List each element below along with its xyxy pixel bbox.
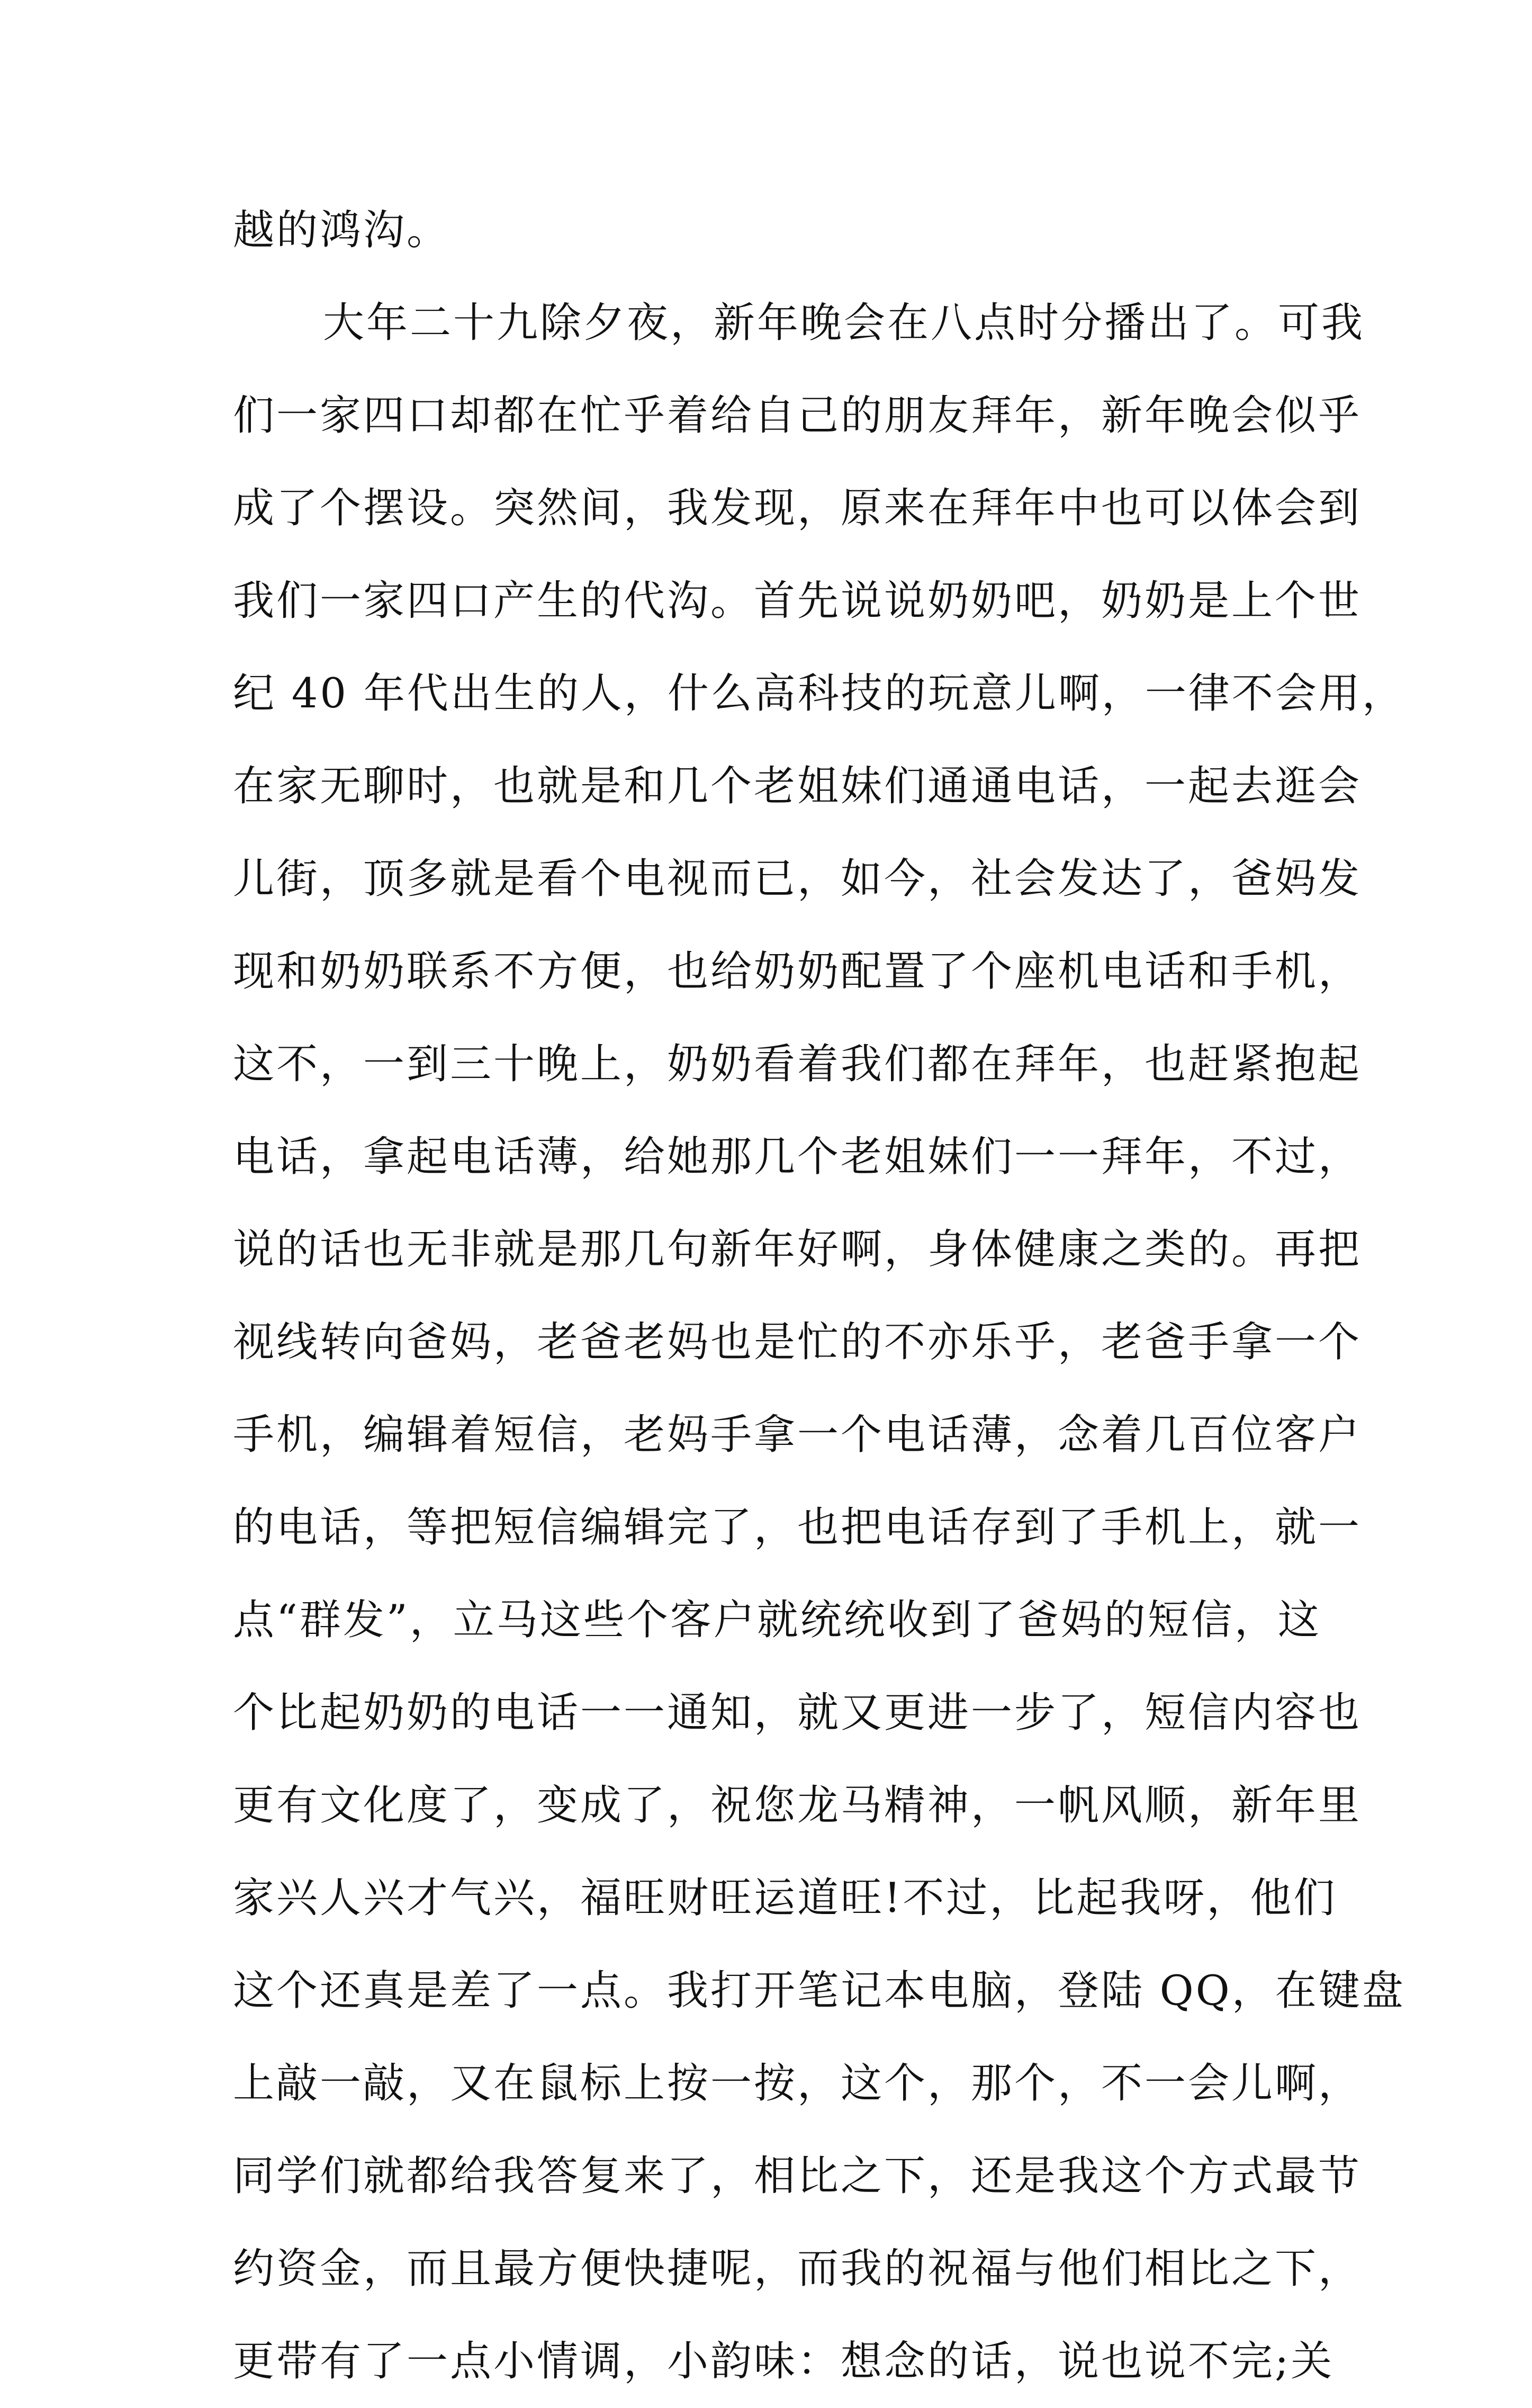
text-line: 成了个摆设。突然间，我发现，原来在拜年中也可以体会到 [233,484,1362,532]
text-line: 纪 40 年代出生的人，什么高科技的玩意儿啊，一律不会用， [233,670,1405,717]
text-line: 这不，一到三十晚上，奶奶看着我们都在拜年，也赶紧抱起 [233,1040,1362,1088]
text-line: 这个还真是差了一点。我打开笔记本电脑，登陆 QQ，在键盘 [233,1967,1405,2015]
text-line: 我们一家四口产生的代沟。首先说说奶奶吧，奶奶是上个世 [233,577,1362,625]
text-line: 点“群发”，立马这些个客户就统统收到了爸妈的短信，这 [233,1596,1321,1644]
text-line: 的电话，等把短信编辑完了，也把电话存到了手机上，就一 [233,1504,1362,1551]
text-line: 家兴人兴才气兴，福旺财旺运道旺!不过，比起我呀，他们 [233,1874,1337,1922]
text-line: 现和奶奶联系不方便，也给奶奶配置了个座机电话和手机， [233,948,1362,995]
text-line: 说的话也无非就是那几句新年好啊，身体健康之类的。再把 [233,1226,1362,1273]
text-line: 约资金，而且最方便快捷呢，而我的祝福与他们相比之下， [233,2245,1362,2293]
text-line: 儿街，顶多就是看个电视而已，如今，社会发达了，爸妈发 [233,855,1362,903]
text-line: 个比起奶奶的电话一一通知，就又更进一步了，短信内容也 [233,1689,1362,1737]
text-line: 上敲一敲，又在鼠标上按一按，这个，那个，不一会儿啊， [233,2060,1362,2107]
text-line: 同学们就都给我答复来了，相比之下，还是我这个方式最节 [233,2152,1362,2200]
text-line: 在家无聊时，也就是和几个老姐妹们通通电话，一起去逛会 [233,762,1362,810]
paragraph-first-line: 大年二十九除夕夜，新年晚会在八点时分播出了。可我 [323,299,1365,347]
body-text [233,184,1405,2408]
text-line: 们一家四口却都在忙乎着给自己的朋友拜年，新年晚会似乎 [233,392,1362,439]
text-line: 更带有了一点小情调，小韵味：想念的话，说也说不完;关 [233,2338,1335,2385]
text-line: 越的鸿沟。 [233,206,450,254]
text-line: 更有文化度了，变成了，祝您龙马精神，一帆风顺，新年里 [233,1782,1362,1829]
text-line: 电话，拿起电话薄，给她那几个老姐妹们一一拜年，不过， [233,1133,1362,1181]
text-line: 手机，编辑着短信，老妈手拿一个电话薄，念着几百位客户 [233,1411,1362,1459]
text-line: 视线转向爸妈，老爸老妈也是忙的不亦乐乎，老爸手拿一个 [233,1318,1362,1366]
